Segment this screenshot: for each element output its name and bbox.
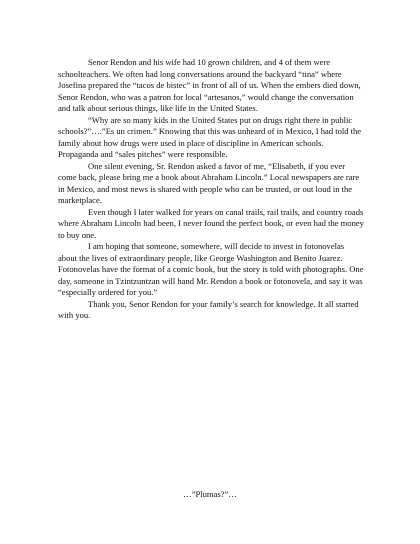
paragraph: Senor Rendon and his wife had 10 grown children, and 4 of them were schoolteachers. We often had long conversations around the backyard “tina” where Josefina prepared the “tacos de bistec” in front of all of us. When the embers died down, Senor Rendon, who was a patron for local “artesanos,” would change the conversation and talk about serious things, like life in the United States.	[58, 57, 361, 113]
paragraph: I am hoping that someone, somewhere, will decide to invest in fotonovelas about the lives of extraordinary people, like George Washington and Benito Juarez. Fotonovelas have the format of a comic book, but the story is told with photographs. One day, someone in Tzintzuntzan will hand Mr. Rendon a book or fotonovela, and say it was “especially ordered for you.”	[58, 241, 364, 297]
document-body	[58, 57, 364, 322]
paragraph: “Why are so many kids in the United States put on drugs right there in public schools?”….”Es un crimen.” Knowing that this was unheard of in Mexico, I had told the family about how drugs were used in place of discipline in American schools. Propaganda and “sales pitches” were responsible.	[58, 114, 362, 159]
paragraph: One silent evening, Sr. Rendon asked a favor of me, “Elisabeth, if you ever come back, please bring me a book about Abraham Lincoln.” Local newspapers are rare in Mexico, and most news is shared with people who can be trusted, or out loud in the marketplace.	[58, 160, 360, 205]
page-footer: …”Plumas?”…	[183, 489, 237, 499]
paragraph: Even though I later walked for years on canal trails, rail trails, and country roads where Abraham Lincoln had been, I never found the perfect book, or even had the money to buy one.	[58, 206, 364, 240]
paragraph: Thank you, Senor Rendon for your family’s search for knowledge. It all started with you.	[58, 298, 359, 320]
